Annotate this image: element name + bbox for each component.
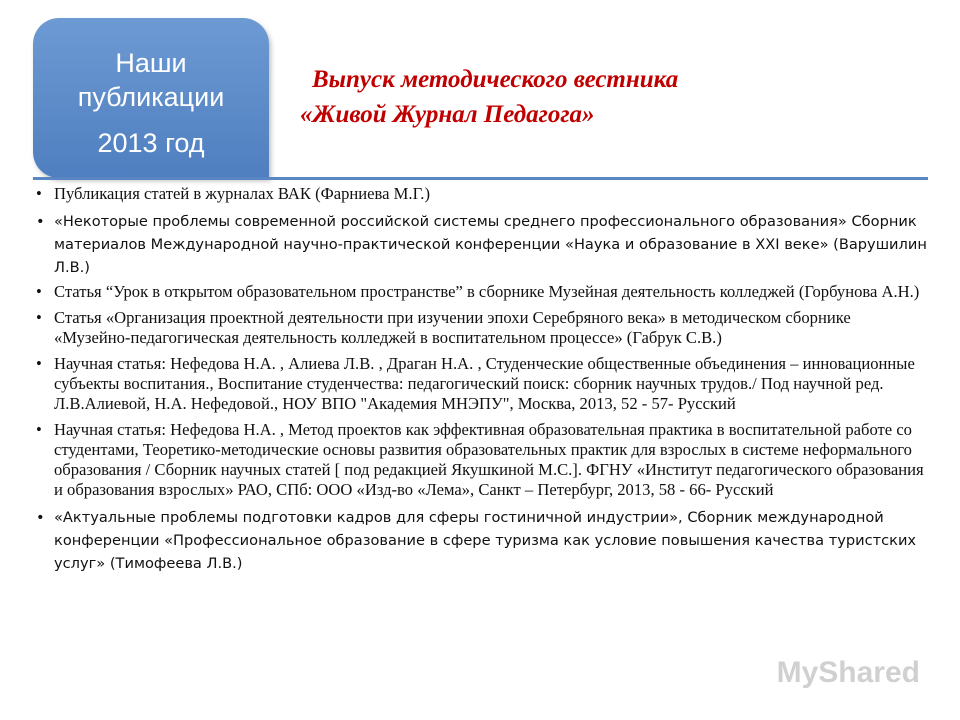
list-item [30, 184, 930, 204]
bullet-icon: • [36, 184, 42, 203]
list-item [30, 210, 930, 279]
badge-line-1: Наши [115, 48, 187, 78]
list-item [30, 354, 930, 414]
bullet-icon: • [36, 354, 42, 373]
bullet-icon: • [36, 420, 42, 439]
bullet-icon: • [36, 213, 45, 230]
badge-year: 2013 год [97, 128, 205, 158]
publication-text: Научная статья: Нефедова Н.А. , Метод проектов как эффективная образовательная практика в воспитательной работе со студентами, Теоретико-методические основы развития образовательных практик для взрослых в системе неформального образования / Сборник научных статей [ под редакцией Якушкиной М.С.]. ФГНУ «Институт педагогического образования и образования взрослых» РАО, СПб: ООО «Изд-во «Лема», Санкт – Петербург, 2013, 58 - 66- Русский [54, 420, 924, 499]
list-item [30, 420, 930, 500]
publication-text: «Некоторые проблемы современной российской системы среднего профессионального образования» Сборник материалов Международной научно-практической конференции «Наука и образование в XXI веке» (Варушилин Л.В.) [54, 213, 927, 276]
publication-text: Научная статья: Нефедова Н.А. , Алиева Л.В. , Драган Н.А. , Студенческие общественные объединения – инновационные субъекты воспитания., Воспитание студенчества: педагогический поиск: сборник научных трудов./ Под научной ред. Л.В.Алиевой, Н.А. Нефедовой., НОУ ВПО "Академия МНЭПУ", Москва, 2013, 52 - 57- Русский [54, 354, 915, 413]
publication-text: Статья “Урок в открытом образовательном пространстве” в сборнике Музейная деятельность колледжей (Горбунова А.Н.) [54, 282, 920, 301]
badge-line-2: публикации [77, 82, 225, 112]
header-divider [33, 177, 928, 180]
publication-text: «Актуальные проблемы подготовки кадров для сферы гостиничной индустрии», Сборник международной конференции «Профессиональное образование в сфере туризма как условие повышения качества туристских услуг» (Тимофеева Л.В.) [54, 509, 917, 572]
publication-text: Статья «Организация проектной деятельности при изучении эпохи Серебряного века» в методическом сборнике «Музейно-педагогическая деятельность колледжей в воспитательном процессе» (Габрук С.В.) [54, 308, 851, 347]
publication-text: Публикация статей в журналах ВАК (Фарниева М.Г.) [54, 184, 430, 203]
watermark: MyShared [776, 656, 920, 689]
bullet-icon: • [36, 509, 45, 526]
title-line-1: Выпуск методического вестника [312, 66, 679, 93]
list-item [30, 308, 930, 348]
publications-list [30, 184, 930, 578]
list-item [30, 282, 930, 302]
slide-title [300, 62, 900, 132]
bullet-icon: • [36, 308, 42, 327]
list-item [30, 506, 930, 575]
bullet-icon: • [36, 282, 42, 301]
publications-badge [33, 18, 269, 178]
title-line-2: «Живой Журнал Педагога» [300, 101, 595, 128]
